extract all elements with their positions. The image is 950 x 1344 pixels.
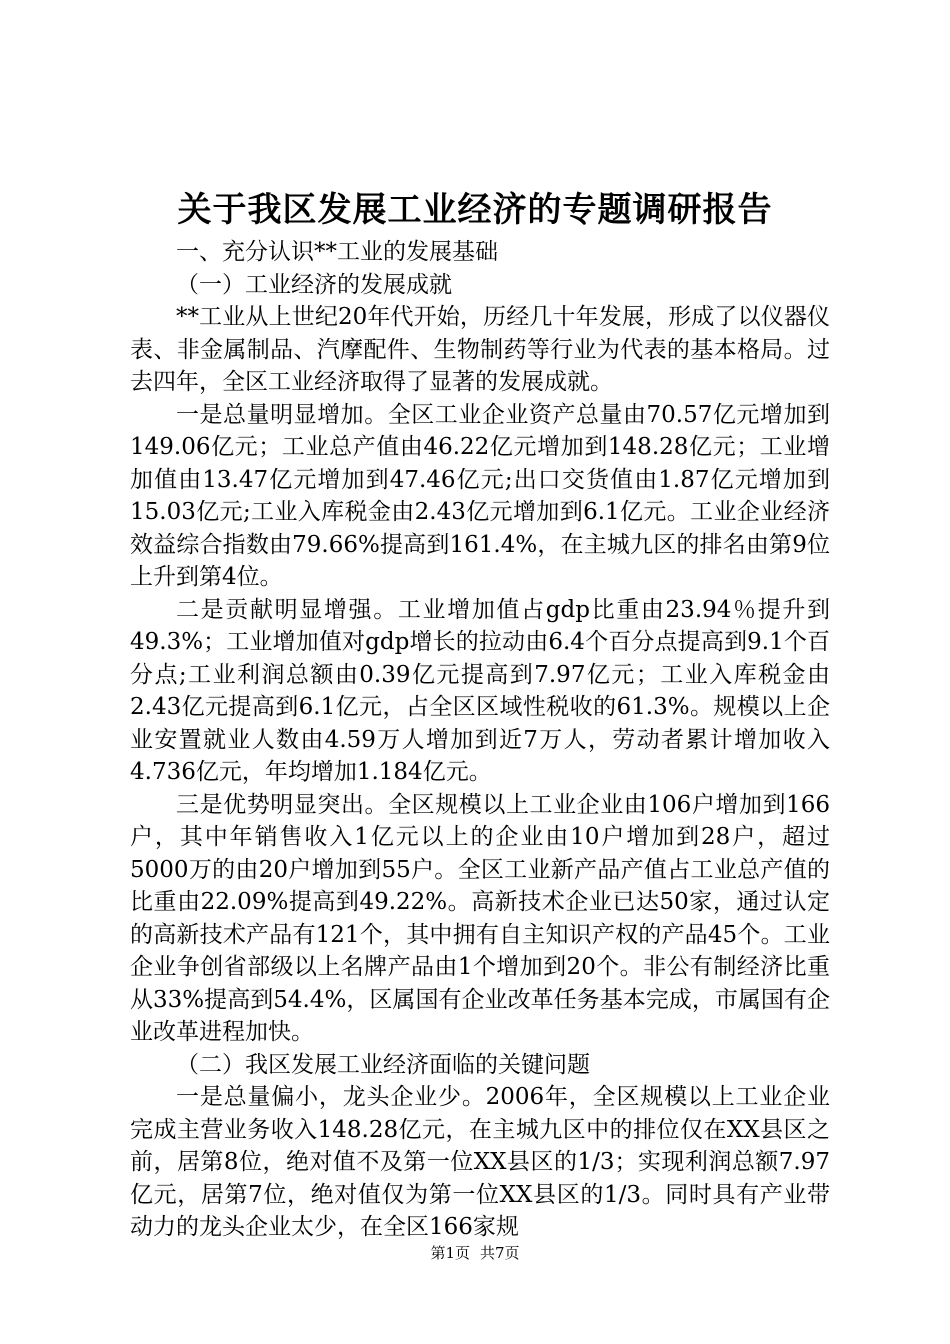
document-title: 关于我区发展工业经济的专题调研报告 [177, 190, 773, 230]
page-footer [0, 1243, 950, 1263]
subsection-heading-1: （一）工业经济的发展成就 [176, 271, 452, 298]
document-body [130, 236, 830, 1244]
page-total: 共7页 [480, 1244, 520, 1262]
paragraph-intro: **工业从上世纪20年代开始，历经几十年发展，形成了以仪器仪表、非金属制品、汽摩配件、生物制药等行业为代表的基本格局。过去四年，全区工业经济取得了显著的发展成就。 [130, 304, 830, 395]
subsection-heading-2: （二）我区发展工业经济面临的关键问题 [176, 1051, 590, 1078]
paragraph-contribution: 二是贡献明显增强。工业增加值占gdp比重由23.94％提升到49.3%；工业增加值对gdp增长的拉动由6.4个百分点提高到9.1个百分点;工业利润总额由0.39亿元提高到7.97亿元；工业入库税金由2.43亿元提高到6.1亿元，占全区区域性税收的61.3%。规模以上企业安置就业人数由4.59万人增加到近7万人，劳动者累计增加收入4.736亿元，年均增加1.184亿元。 [130, 596, 830, 785]
paragraph-advantages: 三是优势明显突出。全区规模以上工业企业由106户增加到166户，其中年销售收入1亿元以上的企业由10户增加到28户，超过5000万的由20户增加到55户。全区工业新产品产值占工业总产值的比重由22.09%提高到49.22%。高新技术企业已达50家，通过认定的高新技术产品有121个，其中拥有自主知识产权的产品45个。工业企业争创省部级以上名牌产品由1个增加到20个。非公有制经济比重从33%提高到54.4%，区属国有企业改革任务基本完成，市属国有企业改革进程加快。 [130, 791, 830, 1045]
paragraph-total-growth: 一是总量明显增加。全区工业企业资产总量由70.57亿元增加到149.06亿元；工业总产值由46.22亿元增加到148.28亿元；工业增加值由13.47亿元增加到47.46亿元;出口交货值由1.87亿元增加到15.03亿元;工业入库税金由2.43亿元增加到6.1亿元。工业企业经济效益综合指数由79.66%提高到161.4%，在主城九区的排名由第9位上升到第4位。 [130, 401, 830, 590]
page-number: 第1页 [430, 1244, 470, 1262]
section-heading-1: 一、充分认识**工业的发展基础 [176, 239, 498, 265]
paragraph-problems: 一是总量偏小，龙头企业少。2006年，全区规模以上工业企业完成主营业务收入148.28亿元，在主城九区中的排位仅在XX县区之前，居第8位，绝对值不及第一位XX县区的1/3；实现利润总额7.97亿元，居第7位，绝对值仅为第一位XX县区的1/3。同时具有产业带动力的龙头企业太少，在全区166家规 [130, 1084, 830, 1240]
